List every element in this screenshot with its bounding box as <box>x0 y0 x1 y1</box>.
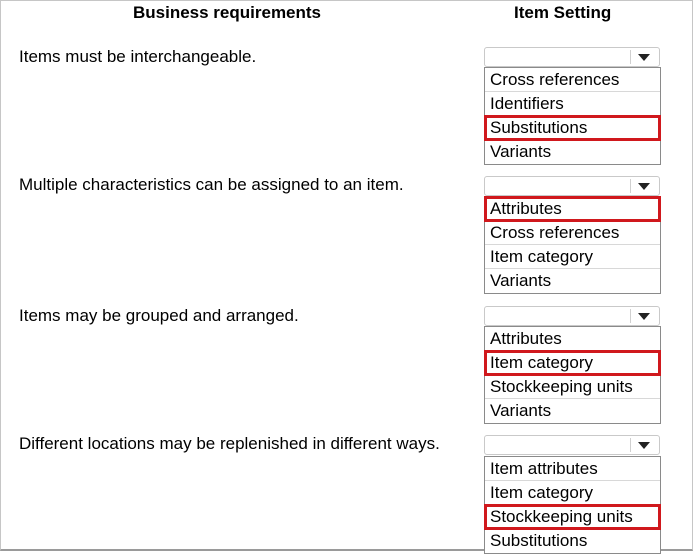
dropdown-option[interactable]: Attributes <box>485 327 660 351</box>
dropdown-option[interactable]: Variants <box>490 142 552 161</box>
dropdown-option[interactable]: Item category <box>485 481 660 505</box>
dropdown-separator <box>630 50 631 64</box>
dropdown-option-selected[interactable]: Substitutions <box>485 116 660 140</box>
dropdown-option-selected[interactable]: Stockkeeping units <box>485 505 660 529</box>
dropdown-separator <box>630 438 631 452</box>
dropdown-options-list <box>484 456 661 554</box>
dropdown-option[interactable]: Variants <box>490 401 552 420</box>
dropdown-option[interactable]: Item attributes <box>485 457 660 481</box>
requirement-text: Items must be interchangeable. <box>19 47 257 66</box>
dropdown-options-list <box>484 196 661 294</box>
requirement-text: Different locations may be replenished in different ways. <box>19 434 440 453</box>
dropdown-option[interactable]: Variants <box>490 271 552 290</box>
chevron-down-icon[interactable] <box>638 313 650 320</box>
dropdown-separator <box>630 309 631 323</box>
chevron-down-icon[interactable] <box>638 183 650 190</box>
requirement-text: Multiple characteristics can be assigned to an item. <box>19 175 404 194</box>
dropdown-separator <box>630 179 631 193</box>
dropdown-option[interactable]: Identifiers <box>485 92 660 116</box>
dropdown-option-selected[interactable]: Item category <box>485 351 660 375</box>
item-setting-dropdown[interactable] <box>484 47 660 67</box>
item-setting-dropdown[interactable] <box>484 176 660 196</box>
item-setting-dropdown[interactable] <box>484 306 660 326</box>
column-header-business-requirements: Business requirements <box>133 3 322 22</box>
dropdown-option[interactable]: Stockkeeping units <box>485 375 660 399</box>
dropdown-option-selected[interactable]: Attributes <box>485 197 660 221</box>
chevron-down-icon[interactable] <box>638 442 650 449</box>
chevron-down-icon[interactable] <box>638 54 650 61</box>
dropdown-option[interactable]: Cross references <box>485 68 660 92</box>
dropdown-option[interactable]: Item category <box>485 245 660 269</box>
dropdown-option[interactable]: Cross references <box>485 221 660 245</box>
item-setting-dropdown[interactable] <box>484 435 660 455</box>
requirement-text: Items may be grouped and arranged. <box>19 306 299 325</box>
dropdown-option[interactable]: Substitutions <box>490 531 588 550</box>
dropdown-options-list <box>484 67 661 165</box>
column-header-item-setting: Item Setting <box>514 3 612 22</box>
dropdown-options-list <box>484 326 661 424</box>
